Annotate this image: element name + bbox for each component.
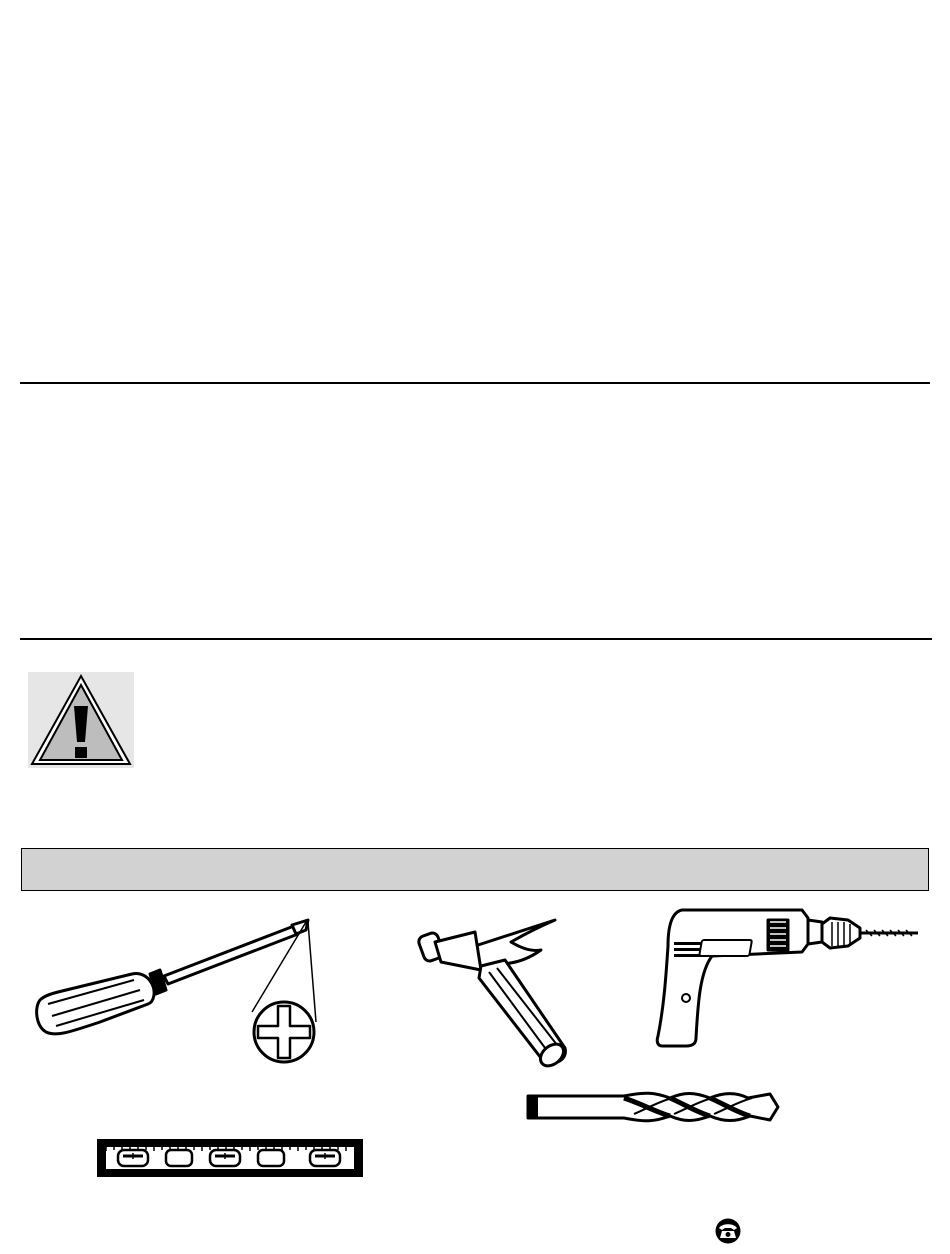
drill-bit-icon [524,1090,780,1124]
hammer-icon [415,912,575,1072]
phillips-screwdriver-icon [30,912,320,1072]
electric-drill-icon [652,906,924,1050]
level-icon [96,1138,364,1178]
warning-triangle-icon [28,672,134,768]
section-divider [20,382,930,384]
phone-icon [714,1218,742,1244]
section-divider [20,638,932,640]
tools-needed-bar [21,848,929,891]
